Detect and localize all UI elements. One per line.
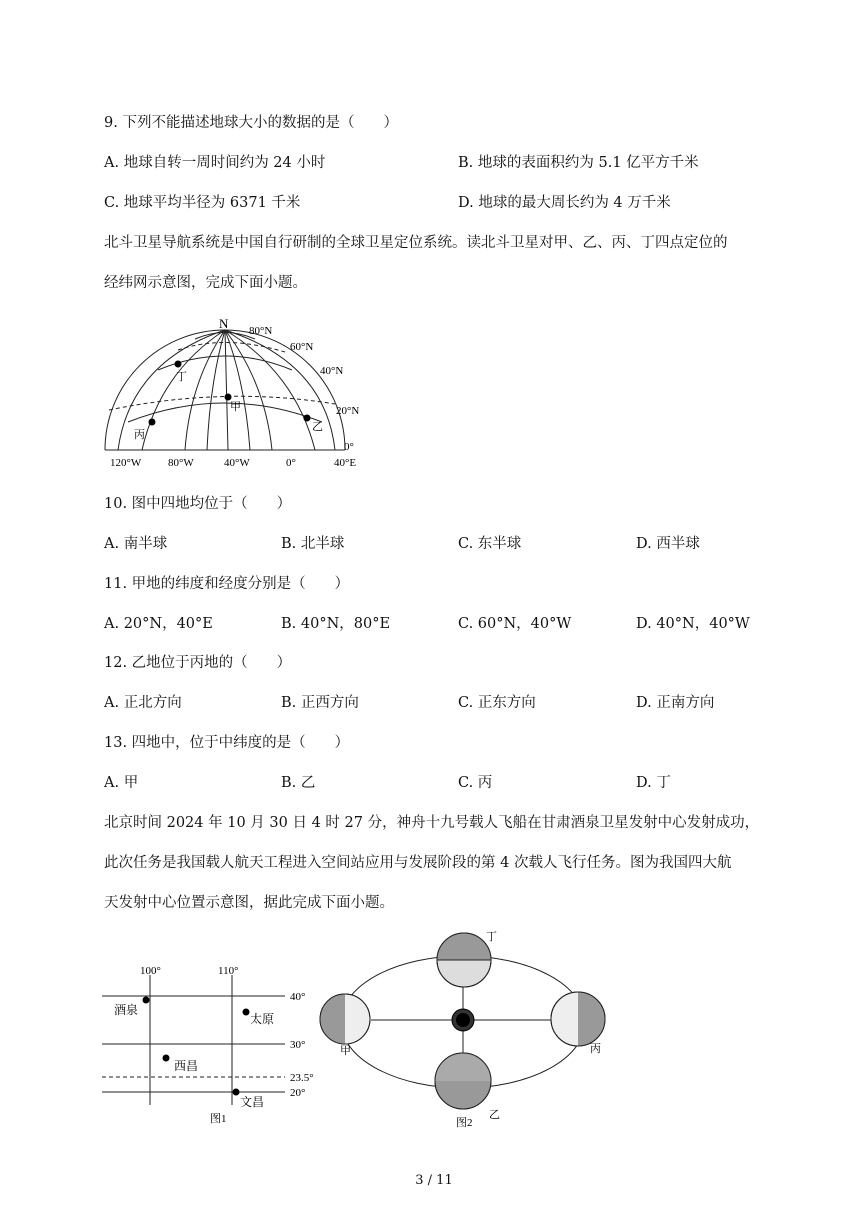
label-bing: 丙 <box>134 429 145 441</box>
q12-option-d: D. 正南方向 <box>636 695 715 711</box>
q10-option-b: B. 北半球 <box>281 536 345 552</box>
intro2-line3: 天发射中心位置示意图，据此完成下面小题。 <box>104 895 394 911</box>
point-yi <box>304 415 311 422</box>
lat-80n: 80°N <box>249 325 273 337</box>
lon-80w: 80°W <box>168 457 194 469</box>
lon-40w: 40°W <box>224 457 250 469</box>
q12-option-b: B. 正西方向 <box>281 695 359 711</box>
q11-option-d: D. 40°N，40°W <box>636 616 750 632</box>
q11-option-a: A. 20°N，40°E <box>104 616 213 632</box>
q10-option-d: D. 西半球 <box>636 536 700 552</box>
fig2-label-bing: 丙 <box>590 1043 601 1055</box>
label-yi: 乙 <box>312 421 323 433</box>
earth-orbit-figure <box>316 924 616 1130</box>
label-taiyuan: 太原 <box>250 1012 275 1026</box>
fig1-lat-20: 20° <box>290 1087 306 1099</box>
fig2-label-jia: 甲 <box>340 1045 351 1057</box>
point-ding <box>175 361 182 368</box>
q13-option-a: A. 甲 <box>104 775 139 791</box>
label-jiuquan: 酒泉 <box>114 1003 139 1017</box>
q12-option-a: A. 正北方向 <box>104 695 182 711</box>
site-wenchang <box>233 1089 240 1096</box>
site-xichang <box>163 1055 170 1062</box>
site-jiuquan <box>143 997 150 1004</box>
q11-option-c: C. 60°N，40°W <box>458 616 572 632</box>
q13-option-c: C. 丙 <box>458 775 493 791</box>
lat-40n: 40°N <box>320 365 344 377</box>
q10-option-c: C. 东半球 <box>458 536 522 552</box>
q11-stem: 11. 甲地的纬度和经度分别是（ ） <box>104 576 350 592</box>
earth-ding-icon <box>437 933 491 987</box>
site-taiyuan <box>243 1009 250 1016</box>
fig1-lat-40: 40° <box>290 991 306 1003</box>
lon-40e: 40°E <box>334 457 357 469</box>
q9-stem: 9. 下列不能描述地球大小的数据的是（ ） <box>104 115 398 131</box>
launch-sites-figure <box>100 960 330 1130</box>
fig2-caption: 图2 <box>456 1117 473 1129</box>
label-jia: 甲 <box>230 401 241 413</box>
lon-0: 0° <box>286 457 296 469</box>
q12-option-c: C. 正东方向 <box>458 695 536 711</box>
north-label: N <box>219 316 229 331</box>
earth-bing-icon <box>551 992 605 1046</box>
graticule-figure <box>100 312 370 472</box>
q13-stem: 13. 四地中，位于中纬度的是（ ） <box>104 735 350 751</box>
q10-stem: 10. 图中四地均位于（ ） <box>104 496 292 512</box>
label-xichang: 西昌 <box>174 1059 199 1073</box>
q10-option-a: A. 南半球 <box>104 536 168 552</box>
earth-jia-icon <box>320 994 370 1044</box>
q9-option-c: C. 地球平均半径为 6371 千米 <box>104 195 301 211</box>
fig2-label-ding: 丁 <box>486 931 497 943</box>
q13-option-d: D. 丁 <box>636 775 671 791</box>
q13-option-b: B. 乙 <box>281 775 316 791</box>
lat-60n: 60°N <box>290 341 314 353</box>
fig1-lon-110: 110° <box>218 965 239 977</box>
fig2-label-yi: 乙 <box>489 1109 500 1121</box>
q9-option-b: B. 地球的表面积约为 5.1 亿平方千米 <box>458 155 699 171</box>
point-bing <box>149 419 156 426</box>
lat-0: 0° <box>344 441 354 453</box>
point-jia <box>225 394 232 401</box>
lon-120w: 120°W <box>110 457 142 469</box>
intro1-line2: 经纬网示意图，完成下面小题。 <box>104 275 307 291</box>
fig1-lon-100: 100° <box>140 965 161 977</box>
lat-20n: 20°N <box>336 405 360 417</box>
intro2-line1: 北京时间 2024 年 10 月 30 日 4 时 27 分，神舟十九号载人飞船在甘肃酒泉卫星发射中心发射成功， <box>104 815 760 831</box>
earth-yi-icon <box>435 1053 491 1109</box>
intro2-line2: 此次任务是我国载人航天工程进入空间站应用与发展阶段的第 4 次载人飞行任务。图为我国四大航 <box>104 855 732 871</box>
label-wenchang: 文昌 <box>240 1095 265 1109</box>
fig1-caption: 图1 <box>210 1113 227 1125</box>
q11-option-b: B. 40°N，80°E <box>281 616 391 632</box>
q12-stem: 12. 乙地位于丙地的（ ） <box>104 655 292 671</box>
fig1-lat-23-5: 23.5° <box>290 1072 314 1084</box>
intro1-line1: 北斗卫星导航系统是中国自行研制的全球卫星定位系统。读北斗卫星对甲、乙、丙、丁四点定位的 <box>104 235 728 251</box>
page-number: 3 / 11 <box>415 1173 453 1188</box>
label-ding: 丁 <box>176 371 187 383</box>
q9-option-d: D. 地球的最大周长约为 4 万千米 <box>458 195 671 211</box>
q9-option-a: A. 地球自转一周时间约为 24 小时 <box>104 155 326 171</box>
fig1-lat-30: 30° <box>290 1039 306 1051</box>
